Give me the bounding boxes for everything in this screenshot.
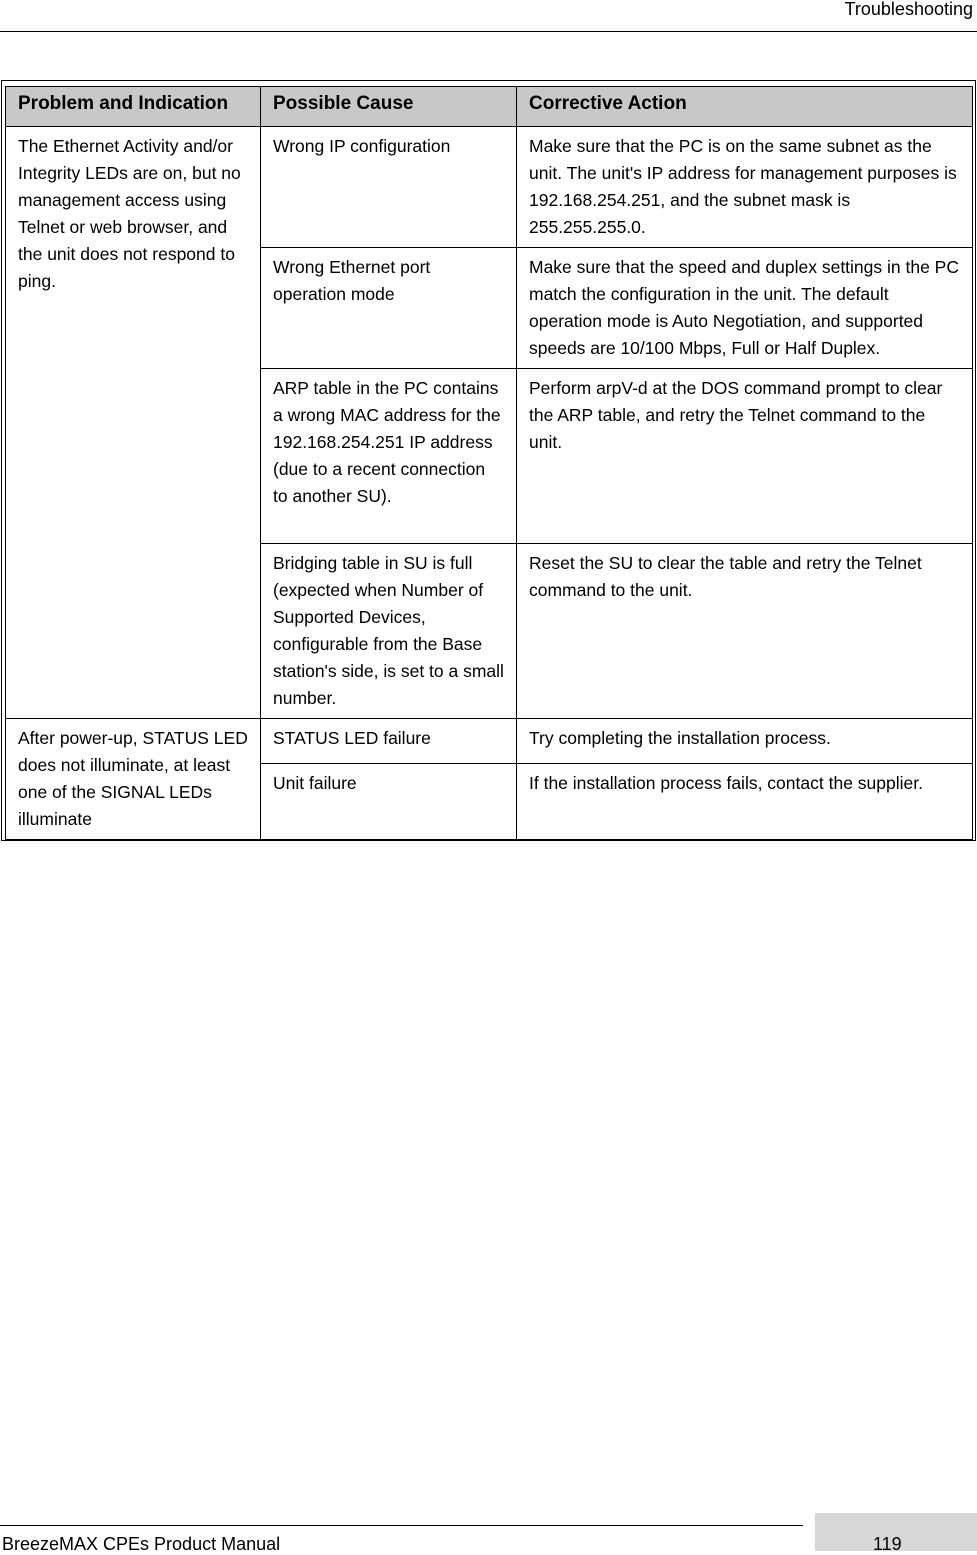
section-title: Troubleshooting xyxy=(844,0,973,19)
troubleshooting-table xyxy=(5,86,973,840)
action-cell: Reset the SU to clear the table and retry the Telnet command to the unit. xyxy=(517,544,973,719)
problem-cell-ethernet-leds: The Ethernet Activity and/or Integrity LEDs are on, but no management access using Telnet or web browser, and the unit does not respond to ping. xyxy=(6,127,261,719)
action-cell: Make sure that the speed and duplex settings in the PC match the configuration in the unit. The default operation mode is Auto Negotiation, and supported speeds are 10/100 Mbps, Full or Half Duplex. xyxy=(517,248,973,369)
action-cell: Try completing the installation process. xyxy=(517,719,973,764)
table-row xyxy=(6,127,973,248)
action-cell: Perform arpV-d at the DOS command prompt to clear the ARP table, and retry the Telnet command to the unit. xyxy=(517,369,973,544)
cause-cell: Wrong Ethernet port operation mode xyxy=(261,248,517,369)
cause-cell: ARP table in the PC contains a wrong MAC address for the 192.168.254.251 IP address (due to a recent connection to another SU). xyxy=(261,369,517,544)
cause-cell: STATUS LED failure xyxy=(261,719,517,764)
footer-rule xyxy=(0,1525,803,1526)
cause-cell: Wrong IP configuration xyxy=(261,127,517,248)
column-header-action: Corrective Action xyxy=(517,87,973,127)
column-header-cause: Possible Cause xyxy=(261,87,517,127)
problem-cell-status-led: After power-up, STATUS LED does not illuminate, at least one of the SIGNAL LEDs illuminate xyxy=(6,719,261,840)
action-cell: Make sure that the PC is on the same subnet as the unit. The unit's IP address for management purposes is 192.168.254.251, and the subnet mask is 255.255.255.0. xyxy=(517,127,973,248)
column-header-problem: Problem and Indication xyxy=(6,87,261,127)
running-header xyxy=(0,0,977,32)
manual-title: BreezeMAX CPEs Product Manual xyxy=(2,1534,281,1554)
action-cell: If the installation process fails, contact the supplier. xyxy=(517,764,973,840)
table-header-row xyxy=(6,87,973,127)
table-row xyxy=(6,719,973,764)
cause-cell: Unit failure xyxy=(261,764,517,840)
cause-cell: Bridging table in SU is full (expected when Number of Supported Devices, configurable from the Base station's side, is set to a small number. xyxy=(261,544,517,719)
page-number: 119 xyxy=(873,1534,902,1554)
